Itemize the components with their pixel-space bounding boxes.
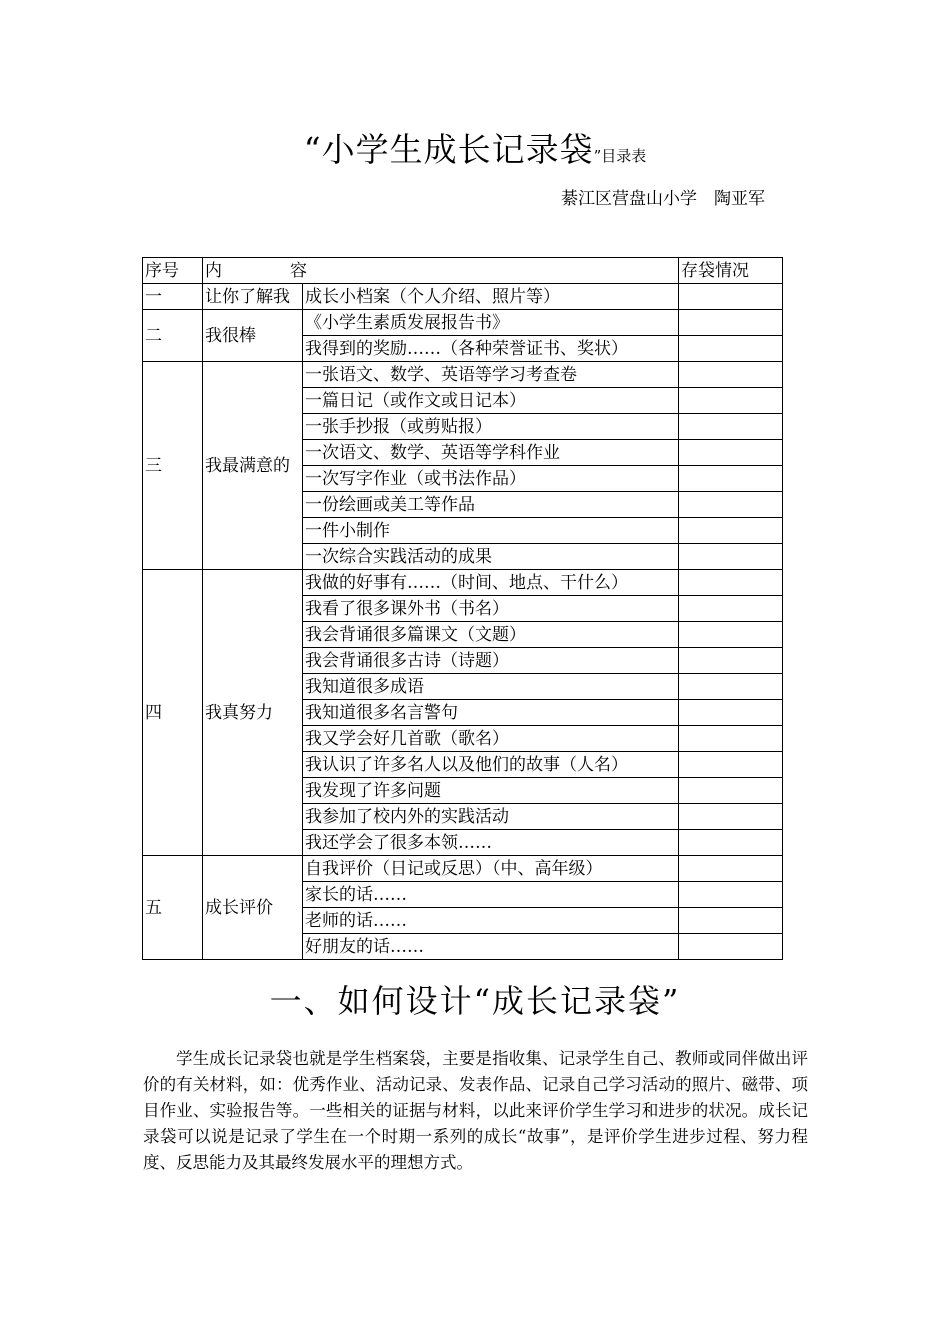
row-content: 一张手抄报（或剪贴报）: [303, 414, 679, 440]
row-status-cell: [679, 336, 783, 362]
row-status-cell: [679, 596, 783, 622]
row-status-cell: [679, 544, 783, 570]
row-status-cell: [679, 674, 783, 700]
row-status-cell: [679, 648, 783, 674]
table-row: [143, 570, 783, 596]
row-content: 老师的话……: [303, 908, 679, 934]
row-status-cell: [679, 570, 783, 596]
row-content: 好朋友的话……: [303, 934, 679, 960]
row-status-cell: [679, 466, 783, 492]
directory-table: [142, 257, 783, 960]
row-status-cell: [679, 882, 783, 908]
row-status-cell: [679, 700, 783, 726]
row-status-cell: [679, 492, 783, 518]
row-content: 我做的好事有……（时间、地点、干什么）: [303, 570, 679, 596]
title-suffix: ”目录表: [593, 147, 647, 165]
row-content: 我认识了许多名人以及他们的故事（人名）: [303, 752, 679, 778]
row-content: 我又学会好几首歌（歌名）: [303, 726, 679, 752]
row-content: 一次综合实践活动的成果: [303, 544, 679, 570]
author-line: 綦江区营盘山小学 陶亚军: [561, 189, 765, 209]
row-status-cell: [679, 804, 783, 830]
header-content: 内 容: [203, 258, 679, 284]
header-status: 存袋情况: [679, 258, 783, 284]
row-status-cell: [679, 310, 783, 336]
row-status-cell: [679, 934, 783, 960]
row-status-cell: [679, 284, 783, 310]
row-status-cell: [679, 518, 783, 544]
section-paragraph: 学生成长记录袋也就是学生档案袋，主要是指收集、记录学生自己、教师或同伴做出评价的有关材料，如：优秀作业、活动记录、发表作品、记录自己学习活动的照片、磁带、项目作业、实验报告等。一些相关的证据与材料，以此来评价学生学习和进步的状况。成长记录袋可以说是记录了学生在一个时期一系列的成长“故事”，是评价学生进步过程、努力程度、反思能力及其最终发展水平的理想方式。: [143, 1049, 808, 1172]
row-status-cell: [679, 908, 783, 934]
row-content: 我看了很多课外书（书名）: [303, 596, 679, 622]
row-number: 一: [143, 284, 203, 310]
row-content: 我参加了校内外的实践活动: [303, 804, 679, 830]
row-status-cell: [679, 362, 783, 388]
row-status-cell: [679, 752, 783, 778]
row-number: 四: [143, 570, 203, 856]
row-content: 我知道很多成语: [303, 674, 679, 700]
row-content: 我发现了许多问题: [303, 778, 679, 804]
table-row: [143, 362, 783, 388]
row-content: 成长小档案（个人介绍、照片等）: [303, 284, 679, 310]
row-category: 让你了解我: [203, 284, 303, 310]
row-number: 二: [143, 310, 203, 362]
row-content: 家长的话……: [303, 882, 679, 908]
row-number: 五: [143, 856, 203, 960]
title-main: “小学生成长记录袋: [303, 130, 594, 169]
table-header-row: [143, 258, 783, 284]
table-row: [143, 310, 783, 336]
row-category: 成长评价: [203, 856, 303, 960]
row-content: 我知道很多名言警句: [303, 700, 679, 726]
row-content: 一份绘画或美工等作品: [303, 492, 679, 518]
row-content: 一篇日记（或作文或日记本）: [303, 388, 679, 414]
row-status-cell: [679, 388, 783, 414]
section-heading: 一、如何设计“成长记录袋”: [269, 982, 681, 1020]
row-content: 我会背诵很多篇课文（文题）: [303, 622, 679, 648]
row-status-cell: [679, 414, 783, 440]
row-content: 一次语文、数学、英语等学科作业: [303, 440, 679, 466]
row-status-cell: [679, 726, 783, 752]
row-content: 《小学生素质发展报告书》: [303, 310, 679, 336]
row-status-cell: [679, 856, 783, 882]
row-content: 我还学会了很多本领……: [303, 830, 679, 856]
row-category: 我很棒: [203, 310, 303, 362]
row-status-cell: [679, 830, 783, 856]
document-title: [0, 126, 950, 180]
header-num: 序号: [143, 258, 203, 284]
table-row: [143, 856, 783, 882]
row-content: 我得到的奖励……（各种荣誉证书、奖状）: [303, 336, 679, 362]
row-number: 三: [143, 362, 203, 570]
row-content: 一件小制作: [303, 518, 679, 544]
row-content: 一次写字作业（或书法作品）: [303, 466, 679, 492]
table-row: [143, 284, 783, 310]
row-content: 自我评价（日记或反思）（中、高年级）: [303, 856, 679, 882]
row-status-cell: [679, 778, 783, 804]
row-status-cell: [679, 622, 783, 648]
row-content: 一张语文、数学、英语等学习考查卷: [303, 362, 679, 388]
row-category: 我最满意的: [203, 362, 303, 570]
row-content: 我会背诵很多古诗（诗题）: [303, 648, 679, 674]
row-category: 我真努力: [203, 570, 303, 856]
row-status-cell: [679, 440, 783, 466]
